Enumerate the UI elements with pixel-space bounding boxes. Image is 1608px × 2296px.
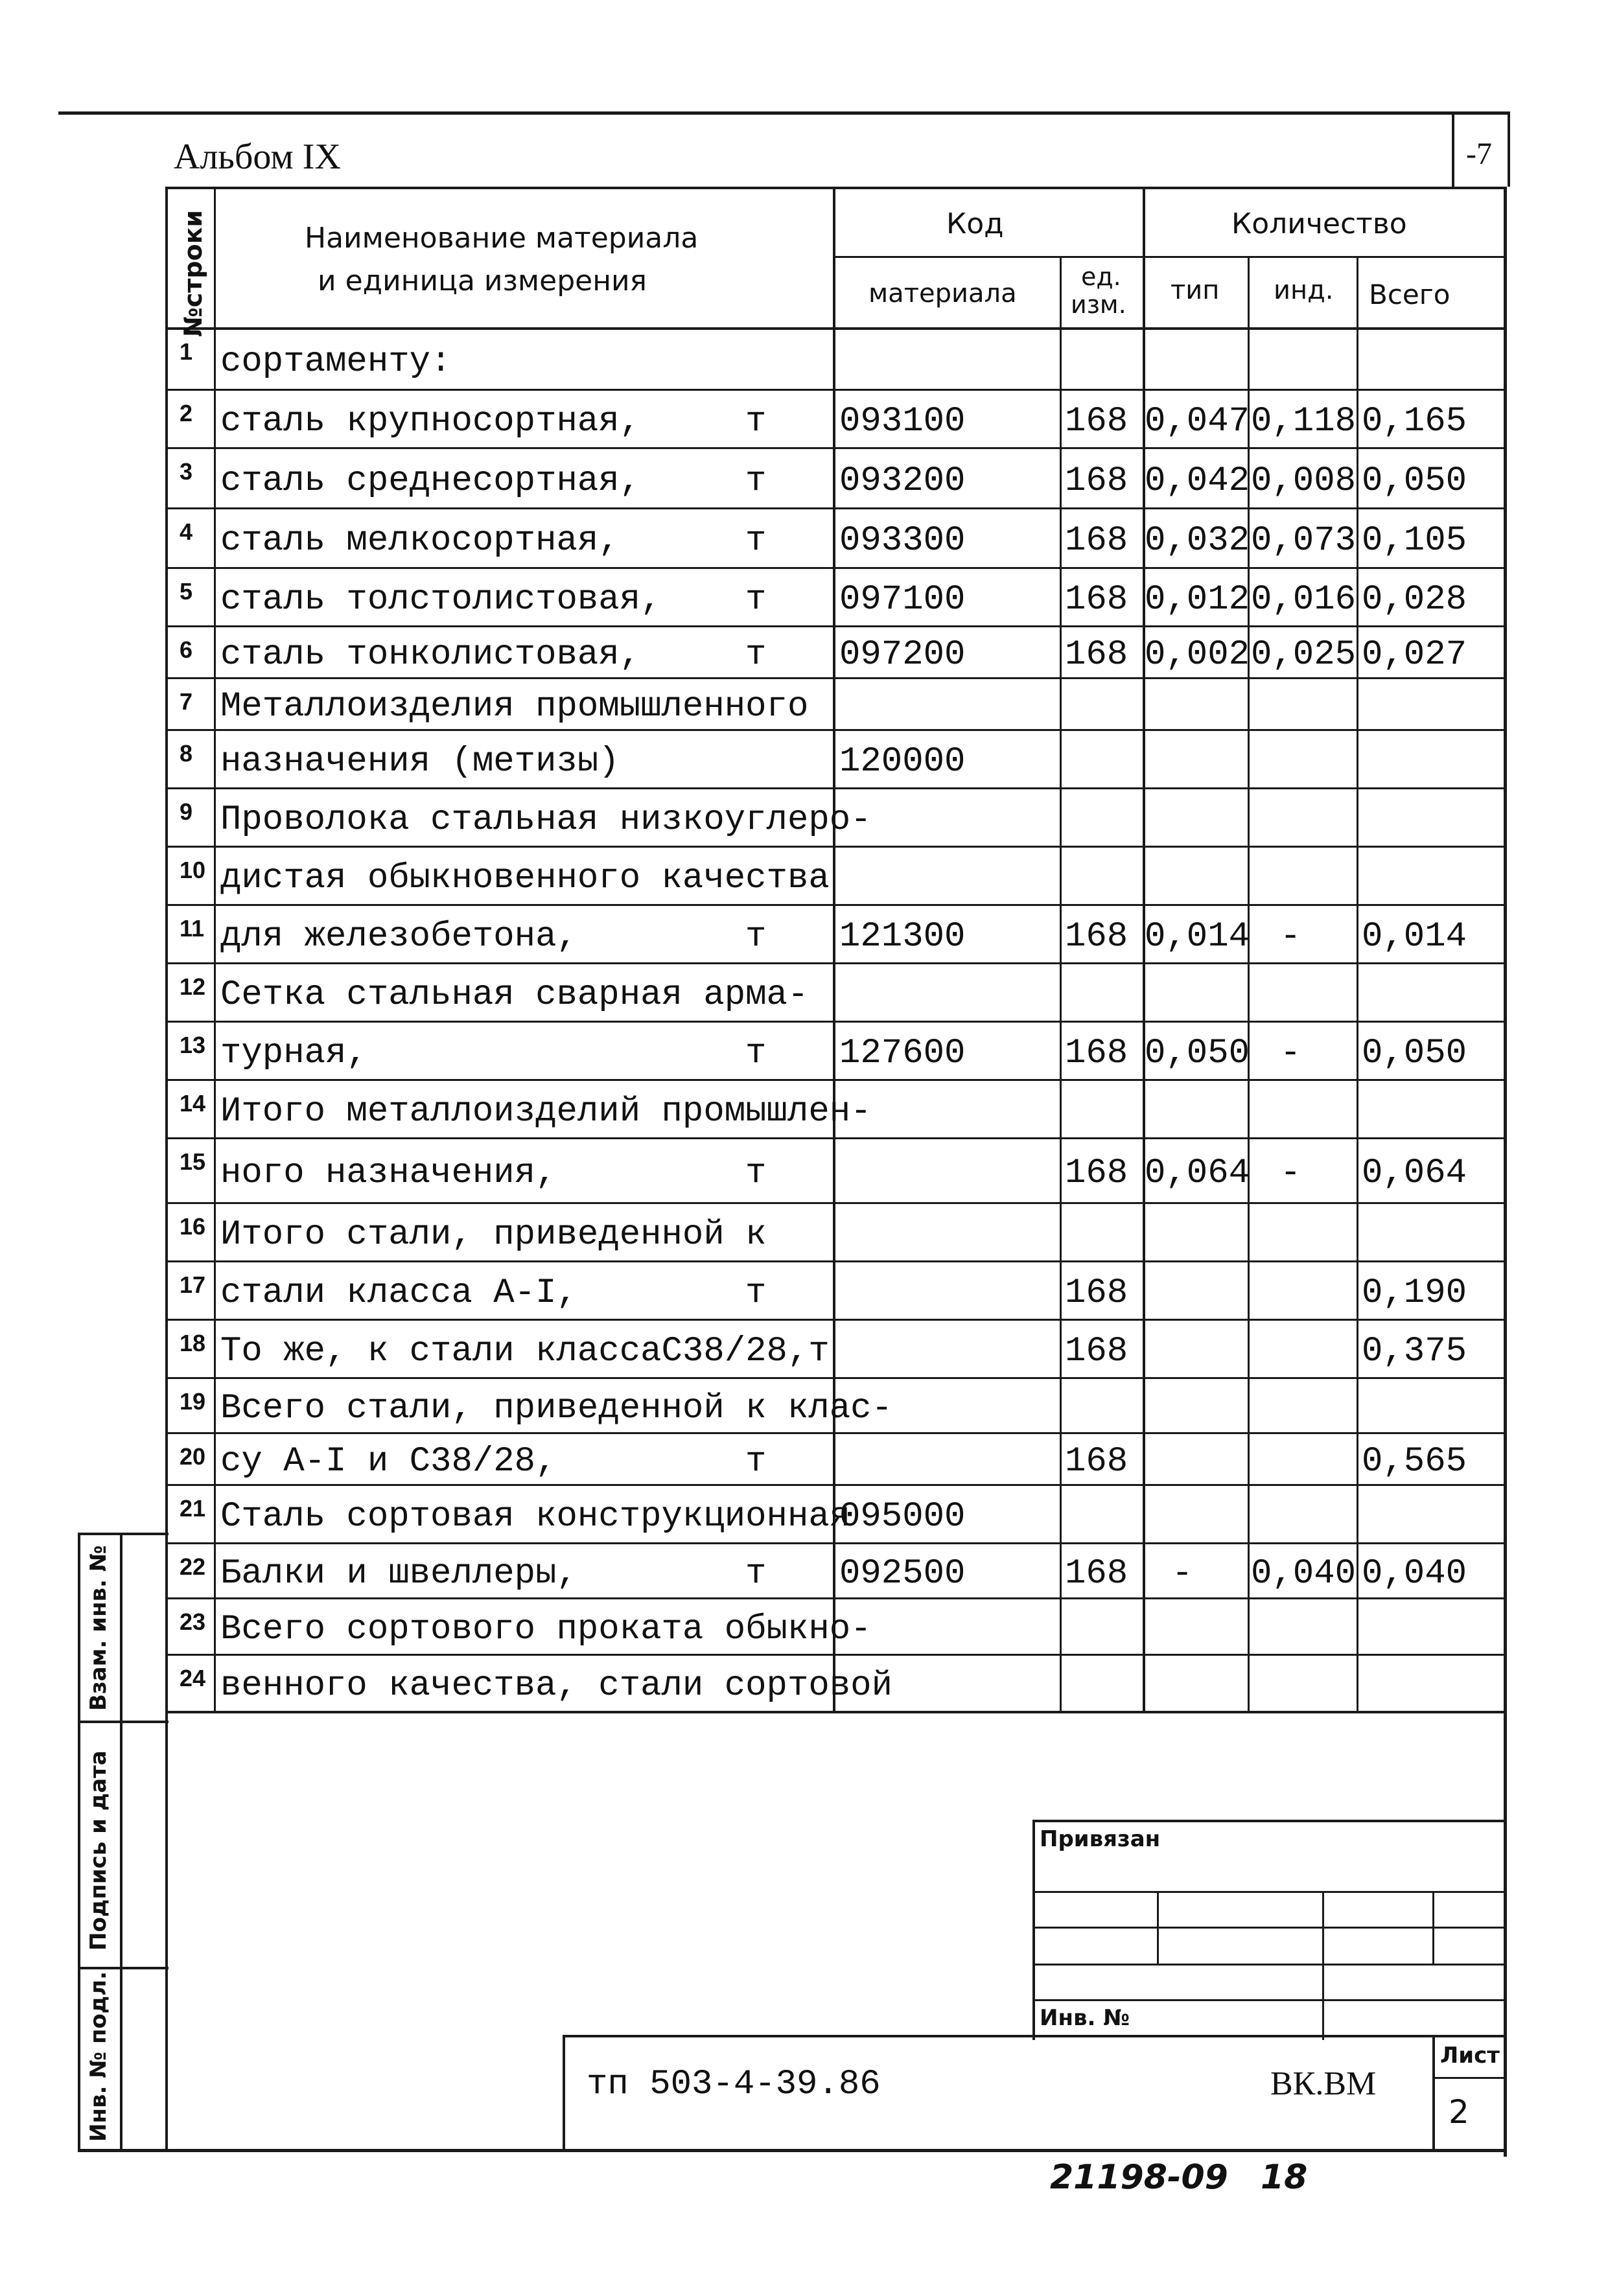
side-strip-right: [120, 1533, 122, 2151]
row-number: 7: [180, 688, 193, 715]
quantity-total: 0,050: [1362, 461, 1467, 501]
row-number: 9: [180, 798, 193, 825]
album-title: Альбом IX: [174, 137, 341, 177]
row-number: 20: [180, 1443, 206, 1470]
quantity-total: 0,064: [1362, 1154, 1467, 1193]
side-divider-2: [78, 1967, 169, 1969]
row-number: 14: [180, 1090, 206, 1117]
material-name: Проволока стальная низкоуглеро-: [220, 800, 872, 840]
quantity-total: 0,028: [1362, 580, 1467, 620]
row-number: 6: [180, 636, 193, 663]
quantity-ind: 0,073: [1251, 521, 1357, 561]
title-block-left: [563, 2035, 565, 2151]
material-name: Итого металлоизделий промышлен-: [220, 1092, 872, 1131]
col-line-name: [833, 187, 835, 1711]
name-unit: т: [745, 402, 767, 441]
unit-code: 168: [1065, 1154, 1128, 1193]
quantity-ind: 0,118: [1251, 402, 1357, 441]
unit-code: 168: [1065, 1034, 1128, 1073]
material-code: 097100: [839, 580, 966, 620]
quantity-tip: 0,050: [1145, 1034, 1250, 1073]
name-unit: т: [745, 635, 767, 675]
unit-code: 168: [1065, 1332, 1128, 1371]
col-line-number: [214, 187, 216, 1711]
stamp-binding-row3: [1032, 1964, 1507, 1966]
quantity-tip: 0,014: [1145, 917, 1250, 957]
frame-bottom: [78, 2149, 1507, 2152]
title-block-top: [563, 2035, 1507, 2037]
quantity-total: 0,014: [1362, 917, 1467, 957]
material-name: для железобетона,: [220, 917, 577, 957]
material-name: назначения (метизы): [220, 742, 620, 782]
original-inventory-label: Инв. № подл.: [86, 1971, 111, 2142]
name-header-line2: и единица измерения: [318, 264, 647, 297]
row-number: 13: [180, 1032, 206, 1058]
row-number: 18: [180, 1330, 206, 1356]
material-name: су А-I и С38/28,: [220, 1442, 557, 1481]
row-number: 3: [180, 458, 193, 485]
name-unit: т: [745, 521, 767, 561]
material-name: венного качества, стали сортовой: [220, 1666, 892, 1706]
row-number: 19: [180, 1388, 206, 1415]
material-name: Сталь сортовая конструкционная: [220, 1497, 851, 1536]
row-number: 21: [180, 1495, 206, 1522]
material-name: стали класса А-I,: [220, 1273, 577, 1313]
col-line-code: [1060, 256, 1062, 1711]
row-number: 5: [180, 578, 193, 605]
material-code: 121300: [839, 917, 966, 957]
material-name: сталь крупносортная,: [220, 402, 641, 441]
row-number: 2: [180, 400, 193, 426]
stamp-binding-top: [1032, 1820, 1507, 1822]
side-divider-1: [78, 1721, 169, 1723]
row-number: 23: [180, 1608, 206, 1635]
inventory-number-label: Инв. №: [1040, 2005, 1130, 2031]
total-subheader: Всего: [1369, 279, 1451, 310]
material-code: 093100: [839, 402, 966, 441]
material-code: 120000: [839, 742, 966, 782]
sheet-label: Лист: [1440, 2043, 1500, 2069]
quantity-total: 0,565: [1362, 1442, 1467, 1481]
quantity-total: 0,040: [1362, 1554, 1467, 1594]
material-name: турная,: [220, 1034, 367, 1073]
side-strip-left: [78, 1533, 80, 2151]
unit-code: 168: [1065, 1554, 1128, 1594]
material-code: 093200: [839, 461, 966, 501]
quantity-ind: 0,016: [1251, 580, 1357, 620]
corner-mark: -7: [1466, 137, 1492, 171]
material-name: Всего сортового проката обыкно-: [220, 1610, 872, 1649]
code-header: Код: [946, 207, 1004, 240]
quantity-total: 0,027: [1362, 635, 1467, 675]
unit-code: 168: [1065, 635, 1128, 675]
sheet-box-divider: [1432, 2077, 1507, 2079]
material-name: Итого стали, приведенной к: [220, 1215, 767, 1255]
archive-number: 21198-09: [1050, 2158, 1228, 2197]
table-header-mid: [833, 256, 1504, 258]
unit-code: 168: [1065, 1442, 1128, 1481]
quantity-tip: 0,047: [1145, 402, 1250, 441]
row-number: 12: [180, 973, 206, 1000]
material-subheader: материала: [868, 279, 1017, 308]
quantity-ind: 0,040: [1251, 1554, 1357, 1594]
stamp-binding-row1: [1032, 1891, 1507, 1893]
stamp-binding-left: [1032, 1820, 1035, 2040]
page-number: 18: [1261, 2158, 1308, 2197]
unit-subheader-line1: ед.: [1081, 262, 1121, 291]
name-unit: т: [745, 580, 767, 620]
quantity-ind: -: [1280, 917, 1301, 957]
table-bottom-rule: [165, 1711, 1507, 1713]
stamp-binding-col2: [1322, 1891, 1324, 2040]
col-line-ind: [1357, 256, 1358, 1711]
quantity-ind: -: [1280, 1154, 1301, 1193]
unit-code: 168: [1065, 917, 1128, 957]
quantity-tip: 0,032: [1145, 521, 1250, 561]
material-name: сталь толстолистовая,: [220, 580, 662, 620]
material-name: сталь мелкосортная,: [220, 521, 620, 561]
material-name: сталь среднесортная,: [220, 461, 641, 501]
name-unit: т: [745, 917, 767, 957]
material-name: сталь тонколистовая,: [220, 635, 641, 675]
material-code: 095000: [839, 1497, 966, 1536]
corner-box-right: [1508, 111, 1510, 187]
frame-right: [1504, 187, 1507, 2157]
unit-subheader-line2: изм.: [1071, 290, 1126, 319]
quantity-ind: 0,008: [1251, 461, 1357, 501]
sheet-number: 2: [1449, 2093, 1469, 2131]
stamp-binding-row2: [1032, 1927, 1507, 1929]
material-name: дистая обыкновенного качества: [220, 859, 830, 898]
row-number: 16: [180, 1213, 206, 1240]
unit-code: 168: [1065, 580, 1128, 620]
material-name: сортаменту:: [220, 342, 452, 382]
name-unit: т: [745, 1554, 767, 1594]
row-number: 1: [180, 338, 193, 365]
row-number-header: №строки: [179, 210, 207, 337]
tip-subheader: тип: [1171, 275, 1220, 305]
quantity-total: 0,375: [1362, 1332, 1467, 1371]
material-name: Всего стали, приведенной к клас-: [220, 1389, 892, 1428]
row-number: 4: [180, 518, 193, 545]
binding-label: Привязан: [1040, 1826, 1161, 1852]
material-code: 092500: [839, 1554, 966, 1594]
quantity-total: 0,105: [1362, 521, 1467, 561]
side-strip-top: [78, 1533, 169, 1535]
material-code: 093300: [839, 521, 966, 561]
name-unit: т: [745, 1442, 767, 1481]
material-code: 127600: [839, 1034, 966, 1073]
name-unit: т: [745, 1154, 767, 1193]
material-name: Металлоизделия промышленного: [220, 687, 809, 726]
row-number: 24: [180, 1665, 206, 1691]
quantity-tip: 0,012: [1145, 580, 1250, 620]
section-code: ВК.ВМ: [1270, 2065, 1377, 2102]
material-name: Сетка стальная сварная арма-: [220, 975, 809, 1015]
row-number: 15: [180, 1148, 206, 1175]
quantity-total: 0,190: [1362, 1273, 1467, 1313]
quantity-tip: 0,064: [1145, 1154, 1250, 1193]
quantity-ind: 0,025: [1251, 635, 1357, 675]
row-number: 8: [180, 740, 193, 767]
name-header-line1: Наименование материала: [305, 222, 699, 255]
ind-subheader: инд.: [1274, 275, 1334, 305]
signature-date-label: Подпись и дата: [86, 1750, 111, 1951]
quantity-tip: -: [1172, 1554, 1193, 1594]
unit-code: 168: [1065, 402, 1128, 441]
material-code: 097200: [839, 635, 966, 675]
stamp-binding-row4: [1032, 1999, 1507, 2001]
name-unit: т: [745, 461, 767, 501]
name-unit: т: [745, 1273, 767, 1313]
stamp-binding-col3: [1432, 1891, 1434, 1964]
stamp-binding-col1: [1157, 1891, 1159, 1964]
quantity-tip: 0,042: [1145, 461, 1250, 501]
replacement-inventory-label: Взам. инв. №: [86, 1545, 111, 1711]
sheet-box-left: [1432, 2035, 1435, 2151]
material-name: ного назначения,: [220, 1154, 557, 1193]
quantity-ind: -: [1280, 1034, 1301, 1073]
top-rule: [58, 111, 1510, 115]
quantity-header: Количество: [1231, 207, 1407, 240]
material-name: То же, к стали классаС38/28,т: [220, 1332, 830, 1371]
frame-left: [165, 187, 168, 2150]
unit-code: 168: [1065, 521, 1128, 561]
corner-box-left: [1452, 111, 1454, 187]
quantity-total: 0,165: [1362, 402, 1467, 441]
quantity-total: 0,050: [1362, 1034, 1467, 1073]
name-unit: т: [745, 1034, 767, 1073]
row-number: 11: [180, 915, 205, 942]
material-name: Балки и швеллеры,: [220, 1554, 577, 1594]
row-number: 22: [180, 1553, 206, 1580]
unit-code: 168: [1065, 1273, 1128, 1313]
quantity-tip: 0,002: [1145, 635, 1250, 675]
row-number: 10: [180, 857, 206, 883]
row-number: 17: [180, 1271, 206, 1298]
document-code: тп 503-4-39.86: [587, 2065, 881, 2104]
unit-code: 168: [1065, 461, 1128, 501]
